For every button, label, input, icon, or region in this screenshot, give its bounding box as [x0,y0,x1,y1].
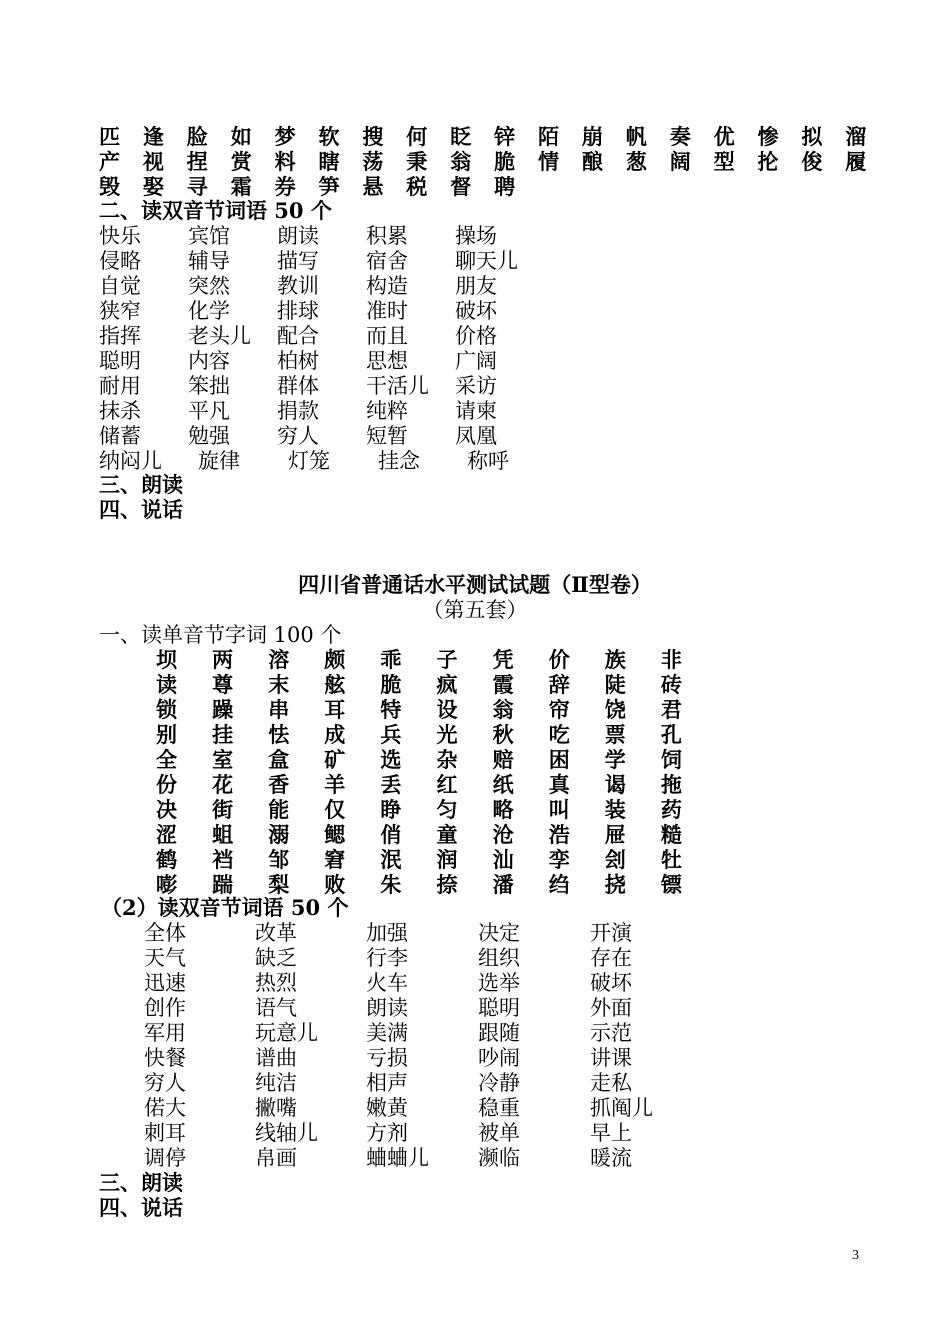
word-cell: 快乐 [99,224,141,248]
word-cell: 而且 [366,324,408,348]
word-cell: 广阔 [455,349,497,373]
character-cell: 饶 [604,697,626,722]
character-cell: 末 [268,672,290,697]
word-cell: 方剂 [366,1121,408,1145]
character-cell: 决 [156,797,177,822]
character-cell: 朱 [380,872,402,897]
character-cell: 履 [845,149,867,174]
character-cell: 踹 [212,872,234,897]
word-cell: 纳闷儿 [99,449,162,473]
word-cell: 挂念 [378,449,420,473]
word-cell: 加强 [366,921,408,945]
part2-section4-heading: 四、说话 [99,1195,183,1220]
word-cell: 聊天儿 [455,249,518,273]
character-cell: 矿 [324,747,346,772]
word-cell: 思想 [366,349,408,373]
word-cell: 全体 [144,921,186,945]
character-cell: 帆 [625,124,647,149]
word-cell: 描写 [277,249,319,273]
character-cell: 君 [660,697,682,722]
word-cell: 操场 [455,224,497,248]
character-cell: 镖 [660,872,682,897]
character-cell: 装 [604,797,626,822]
word-cell: 亏损 [366,1046,408,1070]
word-cell: 化学 [188,299,230,323]
character-cell: 眨 [450,124,472,149]
word-cell: 蛐蛐儿 [366,1146,429,1170]
character-cell: 聘 [494,174,516,199]
character-cell: 赏 [230,149,252,174]
character-cell: 税 [406,174,428,199]
character-cell: 捏 [186,149,208,174]
character-cell: 凭 [492,647,514,672]
character-cell: 何 [406,124,428,149]
character-cell: 孪 [548,847,570,872]
word-cell: 穷人 [277,424,319,448]
word-cell: 聪明 [99,349,141,373]
character-cell: 室 [212,747,234,772]
character-cell: 杂 [436,747,458,772]
character-cell: 孔 [660,722,682,747]
character-cell: 药 [660,797,682,822]
word-cell: 朗读 [366,996,408,1020]
character-cell: 纸 [492,772,514,797]
word-cell: 教训 [277,274,319,298]
word-cell: 勉强 [188,424,230,448]
word-cell: 快餐 [144,1046,186,1070]
word-cell: 迅速 [144,971,186,995]
character-cell: 秉 [406,149,428,174]
word-cell: 干活儿 [366,374,429,398]
character-cell: 梦 [274,124,296,149]
character-cell: 瞎 [318,149,340,174]
word-cell: 外面 [590,996,632,1020]
word-cell: 侵略 [99,249,141,273]
character-cell: 搜 [362,124,384,149]
part1-section2-heading: 二、读双音节词语 50 个 [99,198,332,223]
character-cell: 困 [548,747,570,772]
character-cell: 子 [436,647,458,672]
word-cell: 玩意儿 [255,1021,318,1045]
word-cell: 破坏 [455,299,497,323]
character-cell: 坝 [156,647,177,672]
word-cell: 组织 [478,946,520,970]
character-cell: 帘 [548,697,570,722]
character-cell: 翁 [492,697,514,722]
character-cell: 沧 [492,822,514,847]
character-cell: 两 [212,647,234,672]
word-cell: 火车 [366,971,408,995]
character-cell: 秋 [492,722,514,747]
character-cell: 挠 [604,872,626,897]
word-cell: 自觉 [99,274,141,298]
word-cell: 改革 [255,921,297,945]
word-cell: 刺耳 [144,1121,186,1145]
character-cell: 仅 [324,797,346,822]
word-cell: 称呼 [467,449,509,473]
word-cell: 平凡 [188,399,230,423]
character-cell: 颇 [324,647,346,672]
character-cell: 非 [660,647,682,672]
character-cell: 券 [274,174,296,199]
character-cell: 阔 [669,149,691,174]
character-cell: 娶 [142,174,164,199]
word-cell: 嫩黄 [366,1096,408,1120]
part1-section3-heading: 三、朗读 [99,472,183,497]
character-cell: 捺 [436,872,458,897]
character-cell: 叫 [548,797,570,822]
character-cell: 浩 [548,822,570,847]
word-cell: 旋律 [198,449,240,473]
word-cell: 聪明 [478,996,520,1020]
character-cell: 别 [156,722,177,747]
character-cell: 产 [99,149,120,174]
word-cell: 内容 [188,349,230,373]
character-cell: 选 [380,747,402,772]
character-cell: 毁 [99,174,120,199]
word-cell: 捐款 [277,399,319,423]
part2-section2-heading: （2）读双音节词语 50 个 [101,895,349,920]
character-cell: 价 [548,647,570,672]
character-cell: 刽 [604,847,626,872]
character-cell: 窘 [324,847,346,872]
character-cell: 红 [436,772,458,797]
character-cell: 躁 [212,697,234,722]
character-cell: 吃 [548,722,570,747]
character-cell: 情 [538,149,559,174]
character-cell: 屉 [604,822,626,847]
character-cell: 设 [436,697,458,722]
character-cell: 尊 [212,672,234,697]
character-cell: 糙 [660,822,682,847]
character-cell: 悬 [362,174,384,199]
character-cell: 脆 [380,672,402,697]
word-cell: 笨拙 [188,374,230,398]
word-cell: 老头儿 [188,324,251,348]
character-cell: 拖 [660,772,682,797]
character-cell: 酿 [581,149,603,174]
character-cell: 学 [604,747,626,772]
part2-section3-heading: 三、朗读 [99,1170,183,1195]
word-cell: 储蓄 [99,424,141,448]
character-cell: 寻 [186,174,208,199]
word-cell: 开演 [590,921,632,945]
character-cell: 绉 [548,872,570,897]
word-cell: 指挥 [99,324,141,348]
character-cell: 溺 [268,822,290,847]
word-cell: 辅导 [188,249,230,273]
word-cell: 朗读 [277,224,319,248]
word-cell: 稳重 [478,1096,520,1120]
word-cell: 跟随 [478,1021,520,1045]
character-cell: 俊 [801,149,823,174]
character-cell: 料 [274,149,296,174]
word-cell: 撇嘴 [255,1096,297,1120]
word-cell: 请柬 [455,399,497,423]
character-cell: 锌 [494,124,516,149]
word-cell: 调停 [144,1146,186,1170]
word-cell: 柏树 [277,349,319,373]
character-cell: 督 [450,174,472,199]
character-cell: 光 [436,722,458,747]
character-cell: 全 [156,747,177,772]
word-cell: 宾馆 [188,224,230,248]
character-cell: 砖 [660,672,682,697]
character-cell: 泯 [380,847,402,872]
word-cell: 采访 [455,374,497,398]
character-cell: 荡 [362,149,384,174]
exam-subtitle: （第五套） [422,598,528,622]
character-cell: 丢 [380,772,402,797]
word-cell: 偌大 [144,1096,186,1120]
character-cell: 街 [212,797,234,822]
word-cell: 示范 [590,1021,632,1045]
character-cell: 票 [604,722,626,747]
character-cell: 真 [548,772,570,797]
word-cell: 帛画 [255,1146,297,1170]
word-cell: 配合 [277,324,319,348]
character-cell: 霜 [230,174,252,199]
character-cell: 陌 [538,124,559,149]
word-cell: 早上 [590,1121,632,1145]
character-cell: 牡 [660,847,682,872]
character-cell: 族 [604,647,626,672]
word-cell: 缺乏 [255,946,297,970]
word-cell: 热烈 [255,971,297,995]
character-cell: 润 [436,847,458,872]
word-cell: 行李 [366,946,408,970]
part1-section4-heading: 四、说话 [99,497,183,522]
character-cell: 香 [268,772,290,797]
character-cell: 如 [230,124,252,149]
page-number: 3 [852,1248,859,1263]
character-cell: 能 [268,797,290,822]
character-cell: 崩 [581,124,603,149]
part2-section1-heading: 一、读单音节字词 100 个 [99,623,342,647]
character-cell: 挂 [212,722,234,747]
word-cell: 价格 [455,324,497,348]
character-cell: 份 [156,772,177,797]
character-cell: 耳 [324,697,346,722]
word-cell: 耐用 [99,374,141,398]
word-cell: 暖流 [590,1146,632,1170]
character-cell: 花 [212,772,234,797]
character-cell: 脸 [186,124,208,149]
character-cell: 溶 [268,647,290,672]
word-cell: 线轴儿 [255,1121,318,1145]
word-cell: 构造 [366,274,408,298]
character-cell: 型 [713,149,735,174]
word-cell: 狭窄 [99,299,141,323]
character-cell: 拟 [801,124,823,149]
character-cell: 盒 [268,747,290,772]
character-cell: 鳃 [324,822,346,847]
word-cell: 军用 [144,1021,186,1045]
character-cell: 笋 [318,174,340,199]
word-cell: 语气 [255,996,297,1020]
character-cell: 优 [713,124,735,149]
word-cell: 选举 [478,971,520,995]
character-cell: 脆 [494,149,516,174]
character-cell: 软 [318,124,340,149]
character-cell: 羊 [324,772,346,797]
character-cell: 赔 [492,747,514,772]
character-cell: 裆 [212,847,234,872]
word-cell: 决定 [478,921,520,945]
character-cell: 兵 [380,722,402,747]
character-cell: 涩 [156,822,177,847]
character-cell: 童 [436,822,458,847]
character-cell: 溜 [845,124,867,149]
word-cell: 排球 [277,299,319,323]
word-cell: 准时 [366,299,408,323]
character-cell: 略 [492,797,514,822]
word-cell: 灯笼 [288,449,330,473]
character-cell: 睁 [380,797,402,822]
character-cell: 怯 [268,722,290,747]
word-cell: 积累 [366,224,408,248]
character-cell: 乖 [380,647,402,672]
character-cell: 匹 [99,124,120,149]
character-cell: 嘭 [156,872,177,897]
character-cell: 翁 [450,149,472,174]
word-cell: 谱曲 [255,1046,297,1070]
word-cell: 抓阄儿 [590,1096,653,1120]
character-cell: 饲 [660,747,682,772]
character-cell: 潘 [492,872,514,897]
character-cell: 惨 [757,124,779,149]
word-cell: 相声 [366,1071,408,1095]
word-cell: 创作 [144,996,186,1020]
character-cell: 读 [156,672,177,697]
character-cell: 俏 [380,822,402,847]
word-cell: 天气 [144,946,186,970]
character-cell: 汕 [492,847,514,872]
character-cell: 逢 [142,124,164,149]
character-cell: 辞 [548,672,570,697]
character-cell: 谒 [604,772,626,797]
exam-title: 四川省普通话水平测试试题（Ⅱ型卷） [298,572,652,597]
word-cell: 凤凰 [455,424,497,448]
character-cell: 葱 [625,149,647,174]
character-cell: 鹤 [156,847,177,872]
word-cell: 吵闹 [478,1046,520,1070]
character-cell: 锁 [156,697,177,722]
character-cell: 梨 [268,872,290,897]
character-cell: 邹 [268,847,290,872]
word-cell: 纯粹 [366,399,408,423]
word-cell: 宿舍 [366,249,408,273]
character-cell: 霞 [492,672,514,697]
word-cell: 突然 [188,274,230,298]
character-cell: 败 [324,872,346,897]
word-cell: 短暂 [366,424,408,448]
word-cell: 朋友 [455,274,497,298]
word-cell: 走私 [590,1071,632,1095]
character-cell: 舷 [324,672,346,697]
character-cell: 串 [268,697,290,722]
character-cell: 奏 [669,124,691,149]
word-cell: 穷人 [144,1071,186,1095]
character-cell: 疯 [436,672,458,697]
word-cell: 纯洁 [255,1071,297,1095]
character-cell: 特 [380,697,402,722]
character-cell: 抡 [757,149,779,174]
character-cell: 蛆 [212,822,234,847]
character-cell: 陡 [604,672,626,697]
word-cell: 抹杀 [99,399,141,423]
word-cell: 讲课 [590,1046,632,1070]
word-cell: 存在 [590,946,632,970]
word-cell: 破坏 [590,971,632,995]
word-cell: 群体 [277,374,319,398]
character-cell: 视 [142,149,164,174]
word-cell: 美满 [366,1021,408,1045]
character-cell: 匀 [436,797,458,822]
character-cell: 成 [324,722,346,747]
word-cell: 冷静 [478,1071,520,1095]
word-cell: 濒临 [478,1146,520,1170]
word-cell: 被单 [478,1121,520,1145]
